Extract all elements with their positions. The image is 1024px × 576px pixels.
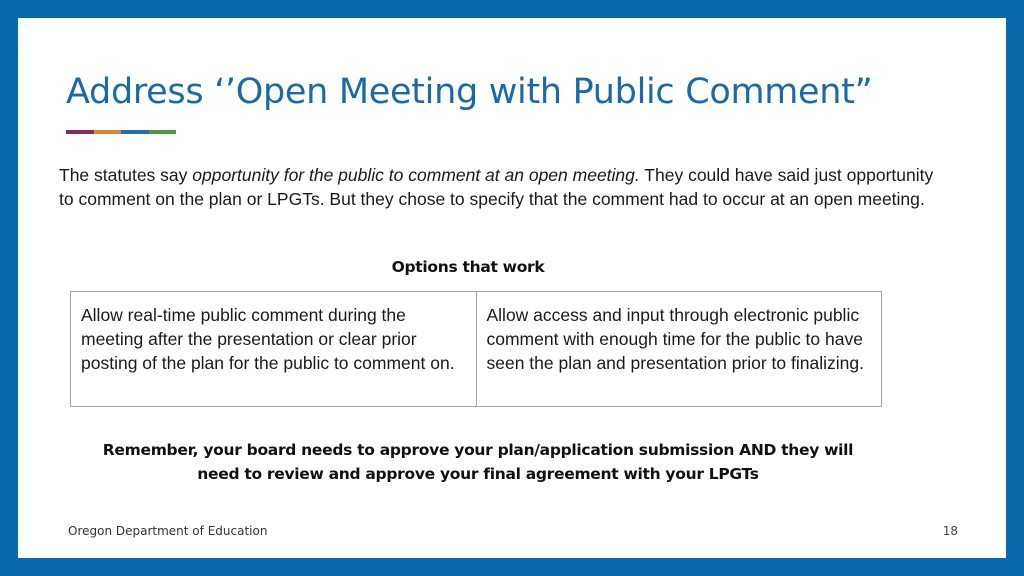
page-number: 18 — [942, 524, 958, 538]
option-cell-electronic: Allow access and input through electronic public comment with enough time for the public to have seen the plan and presentation prior to finalizing. — [476, 292, 882, 406]
title-accent-bar — [66, 130, 176, 134]
slide-title: Address ‘’Open Meeting with Public Comment” — [66, 72, 873, 112]
intro-emphasis: opportunity for the public to comment at an open meeting. — [192, 165, 640, 185]
accent-segment — [94, 130, 122, 134]
intro-paragraph — [59, 163, 939, 211]
footer-organization: Oregon Department of Education — [68, 524, 268, 538]
board-approval-reminder: Remember, your board needs to approve your plan/application submission AND they will need to review and approve your final agreement with your LPGTs — [102, 441, 854, 483]
option-cell-realtime: Allow real-time public comment during the meeting after the presentation or clear prior posting of the plan for the public to comment on. — [81, 305, 455, 373]
accent-segment — [121, 130, 149, 134]
accent-segment — [66, 130, 94, 134]
accent-segment — [149, 130, 177, 134]
intro-prefix: The statutes say — [59, 165, 193, 185]
slide — [18, 18, 1006, 558]
options-heading: Options that work — [391, 258, 545, 276]
intro-suffix: They could have said just opportunity to comment on the plan or LPGTs. But they chose to specify that the comment had to occur at an open meeting. — [59, 165, 934, 209]
options-table — [70, 291, 882, 407]
